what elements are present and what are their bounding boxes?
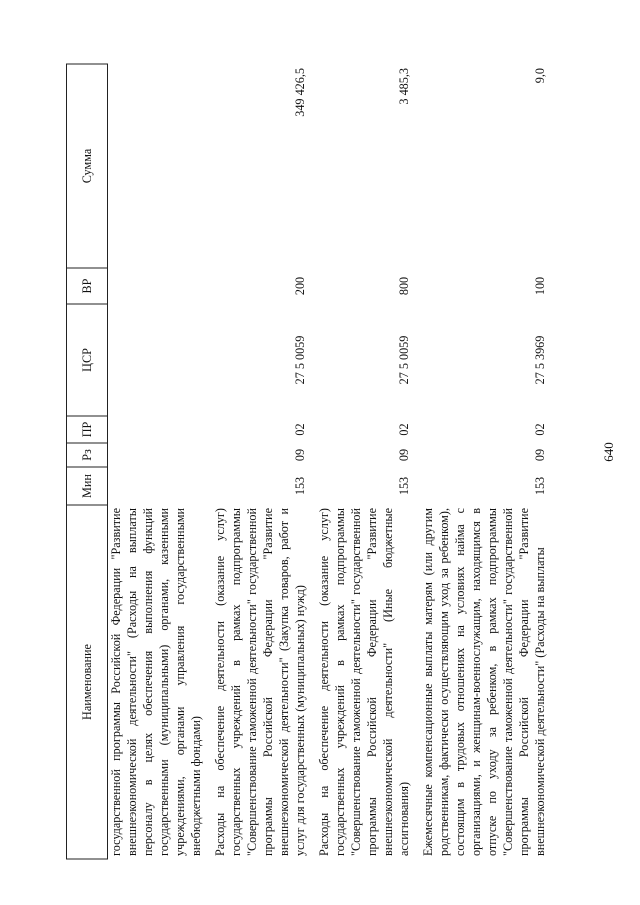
header-pr: ПР [67,416,108,443]
row-vr [108,268,205,304]
row-min: 153 [397,476,411,496]
row-pr: 02 [397,423,411,436]
budget-table [66,64,548,860]
row-name: Ежемесячные компенсационные выплаты матерям (или другим родственникам, фактически осуществляющим уход за ребенком), состоящим в трудовых отношениях на условиях найма с организациями, и женщинам-военнослужащим, находящимся в отпуске по уходу за ребенком, в рамках подпрограммы "Совершенствование таможенной деятельности" государственной программы Российской Федерации "Развитие внешнеэкономической деятельности" (Расходы на выплаты [421,508,547,856]
row-spacer [412,64,420,859]
row-spacer [308,64,316,859]
row-rz: 09 [397,448,411,462]
table-row [420,64,548,859]
row-csr [108,304,205,416]
row-min: 153 [533,476,547,496]
table-row [108,64,205,859]
row-csr: 27 5 0059 [397,335,411,385]
header-csr: ЦСР [67,304,108,416]
page-number: 640 [601,442,616,462]
row-vr: 100 [533,276,547,296]
row-min: 153 [293,476,307,496]
row-vr: 200 [293,276,307,296]
row-pr [108,416,205,443]
row-sum: 349 426,5 [293,68,307,117]
row-sum: 3 485,3 [397,68,411,105]
row-sum [108,64,205,268]
row-csr: 27 5 0059 [293,335,307,385]
row-name: Расходы на обеспечение деятельности (оказание услуг) государственных учреждений в рамках подпрограммы "Совершенствование таможенной деятельности" государственной программы Российской Федерации "Развитие внешнеэкономической деятельности" (Иные бюджетные ассигнования) [317,508,411,856]
header-min: Мин [67,467,108,505]
header-vr: ВР [67,268,108,304]
table-header-row [67,64,108,859]
row-rz: 09 [533,448,547,462]
row-pr: 02 [293,423,307,436]
row-vr: 800 [397,276,411,296]
table-row [316,64,412,859]
header-rz: Рз [67,443,108,467]
row-rz: 09 [293,448,307,462]
table-row [212,64,308,859]
row-csr: 27 5 3969 [533,335,547,385]
row-rz [108,443,205,467]
row-name: государственной программы Российской Федерации "Развитие внешнеэкономической деятельности" (Расходы на выплаты персоналу в целях обеспечения выполнения функций государственными (муниципальными) органами, казенными учреждениями, органами управления государственными внебюджетными фондами) [109,508,203,856]
row-min [108,467,205,505]
rotated-page [66,65,594,860]
header-sum: Сумма [67,64,108,268]
row-pr: 02 [533,423,547,436]
row-name: Расходы на обеспечение деятельности (оказание услуг) государственных учреждений в рамках подпрограммы "Совершенствование таможенной деятельности" государственной программы Российской Федерации "Развитие внешнеэкономической деятельности" (Закупка товаров, работ и услуг для государственных (муниципальных) нужд) [213,508,307,856]
header-name: Наименование [67,505,108,859]
row-sum: 9,0 [533,68,547,84]
row-spacer [204,64,212,859]
